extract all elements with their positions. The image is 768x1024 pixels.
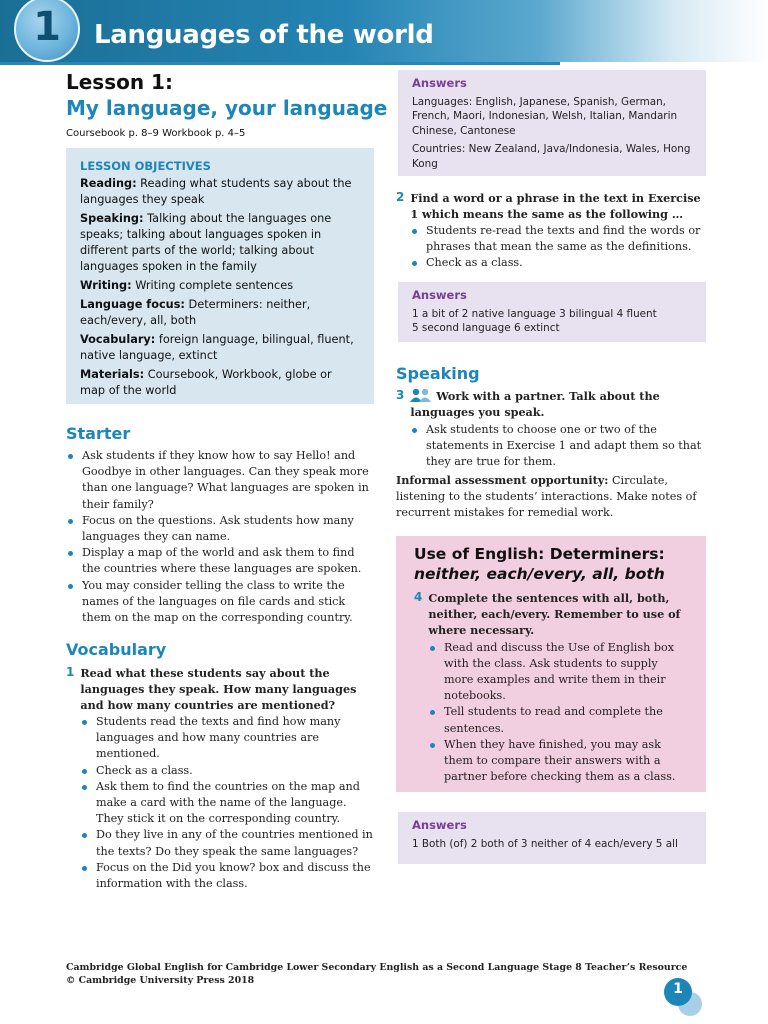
list-item: When they have finished, you may ask them to compare their answers with a partner before checking them as a class. [428, 737, 688, 786]
exercise-number: 4 [414, 590, 423, 604]
footer [66, 962, 687, 987]
exercise-2-list [410, 223, 708, 272]
answers-line: 1 Both (of) 2 both of 3 neither of 4 each/every 5 all [412, 837, 678, 850]
answers-heading: Answers [412, 76, 467, 90]
banner-divider [0, 62, 560, 65]
objectives-heading: LESSON OBJECTIVES [80, 159, 211, 173]
objective-language-focus: Language focus: Determiners: neither, each/every, all, both [80, 298, 311, 327]
list-item: Students read the texts and find how many languages and how many countries are mentioned. [80, 714, 376, 763]
lesson-title: My language, your language [66, 96, 388, 120]
vocabulary-list [80, 714, 376, 892]
lesson-number: Lesson 1: [66, 70, 173, 94]
exercise-instruction: Work with a partner. Talk about the languages you speak. [410, 389, 660, 420]
starter-list [66, 448, 376, 626]
answers-line: 1 a bit of 2 native language 3 bilingual 4 fluent [412, 307, 657, 320]
vocabulary-heading: Vocabulary [66, 640, 167, 659]
objective-vocabulary: Vocabulary: foreign language, bilingual, fluent, native language, extinct [80, 333, 354, 362]
exercise-1 [66, 665, 376, 714]
exercise-number: 1 [66, 665, 75, 679]
exercise-instruction: Complete the sentences with all, both, neither, each/every. Remember to use of where necessary. [428, 591, 681, 638]
page-number: 1 [673, 981, 683, 997]
exercise-4 [414, 590, 688, 639]
list-item: Display a map of the world and ask them to find the countries where these languages are spoken. [66, 545, 376, 577]
informal-assessment-label: Informal assessment opportunity: [396, 473, 609, 487]
exercise-3 [396, 388, 708, 420]
answers-box-1 [398, 70, 706, 176]
starter-heading: Starter [66, 424, 131, 443]
unit-number: 1 [33, 4, 61, 50]
exercise-instruction: Find a word or a phrase in the text in Exercise 1 which means the same as the following … [410, 191, 701, 222]
answers-box-3 [398, 812, 706, 864]
informal-assessment: Informal assessment opportunity: Circulate, listening to the students’ interactions. Make notes of recurrent mistakes for remedial work. [396, 473, 697, 520]
people-icon [410, 388, 432, 402]
answers-box-2 [398, 282, 706, 342]
list-item: Students re-read the texts and find the words or phrases that mean the same as the definitions. [410, 223, 708, 255]
objective-reading: Reading: Reading what students say about the languages they speak [80, 177, 352, 206]
use-of-english-box [396, 536, 706, 792]
use-of-english-list [428, 640, 688, 786]
answers-line: Languages: English, Japanese, Spanish, German, French, Maori, Indonesian, Welsh, Italian, Mandarin Chinese, Cantonese [412, 95, 678, 137]
list-item: Ask students if they know how to say Hello! and Goodbye in other languages. Can they speak more than one language? What languages are spoken in their family? [66, 448, 376, 513]
list-item: Ask students to choose one or two of the statements in Exercise 1 and adapt them so that they are true for them. [410, 422, 708, 471]
lesson-objectives-box [66, 148, 374, 404]
use-of-english-title: Use of English: Determiners: [414, 545, 665, 563]
answers-heading: Answers [412, 818, 467, 832]
exercise-instruction: Read what these students say about the languages they speak. How many languages and how many countries are mentioned? [80, 666, 357, 713]
list-item: Check as a class. [80, 763, 376, 779]
list-item: Do they live in any of the countries mentioned in the texts? Do they speak the same languages? [80, 827, 376, 859]
objective-speaking: Speaking: Talking about the languages one speaks; talking about languages spoken in different parts of the world; talking about languages spoken in the family [80, 212, 332, 273]
answers-line: Countries: New Zealand, Java/Indonesia, Wales, Hong Kong [412, 143, 691, 170]
unit-title: Languages of the world [94, 20, 434, 50]
speaking-heading: Speaking [396, 364, 480, 383]
answers-heading: Answers [412, 288, 467, 302]
lesson-reference: Coursebook p. 8–9 Workbook p. 4–5 [66, 128, 246, 139]
speaking-list [410, 422, 708, 471]
list-item: Read and discuss the Use of English box with the class. Ask students to supply more examples and write them in their notebooks. [428, 640, 688, 705]
list-item: Check as a class. [410, 255, 708, 271]
exercise-number: 3 [396, 388, 405, 402]
list-item: Tell students to read and complete the sentences. [428, 704, 688, 736]
exercise-2 [396, 190, 708, 222]
list-item: You may consider telling the class to write the names of the languages on file cards and stick them on the map on the corresponding country. [66, 578, 376, 627]
list-item: Focus on the questions. Ask students how many languages they can name. [66, 513, 376, 545]
objective-materials: Materials: Coursebook, Workbook, globe or map of the world [80, 368, 332, 397]
use-of-english-subtitle: neither, each/every, all, both [414, 565, 665, 583]
footer-copyright: © Cambridge University Press 2018 [66, 974, 255, 986]
list-item: Focus on the Did you know? box and discuss the information with the class. [80, 860, 376, 892]
answers-line: 5 second language 6 extinct [412, 322, 560, 334]
exercise-number: 2 [396, 190, 405, 204]
objective-writing: Writing: Writing complete sentences [80, 279, 294, 292]
footer-title: Cambridge Global English for Cambridge Lower Secondary English as a Second Language Stage 8 Teacher’s Resource [66, 962, 688, 973]
list-item: Ask them to find the countries on the map and make a card with the name of the language. They stick it on the corresponding country. [80, 779, 376, 828]
